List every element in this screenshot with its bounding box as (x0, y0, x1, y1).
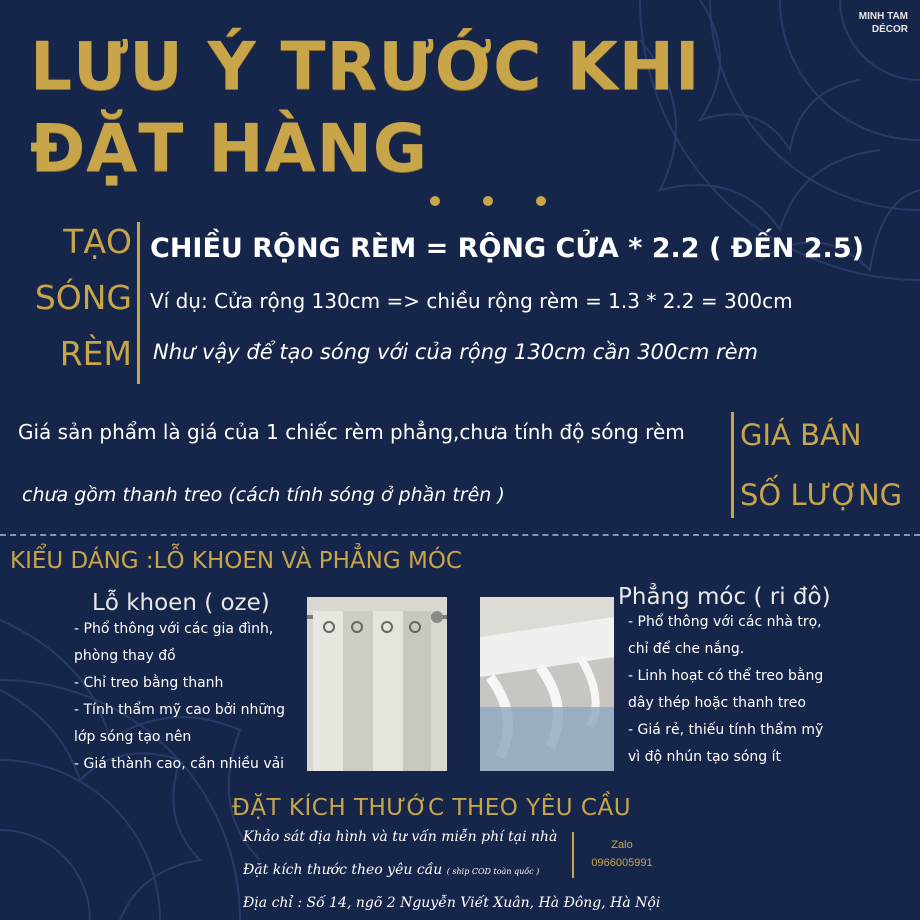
list-item: - Tính thẩm mỹ cao bởi những (74, 702, 286, 718)
page-title-line1: LƯU Ý TRƯỚC KHI (30, 28, 701, 105)
wave-conclusion: Như vậy để tạo sóng với của rộng 130cm cần 300cm rèm (153, 340, 758, 364)
wave-formula: CHIỀU RỘNG RÈM = RỘNG CỬA * 2.2 ( ĐẾN 2.5) (150, 233, 864, 264)
price-label: GIÁ BÁN (740, 418, 862, 452)
order-text: Đặt kích thước theo yêu cầu (243, 862, 443, 878)
order-note (243, 862, 539, 878)
list-item: chỉ để che nắng. (628, 641, 745, 657)
page-title-line2: ĐẶT HÀNG (30, 110, 429, 187)
list-item: phòng thay đồ (74, 648, 176, 664)
divider (137, 222, 140, 384)
divider (731, 412, 734, 518)
list-item: dây thép hoặc thanh treo (628, 695, 806, 711)
dot-decoration (430, 196, 440, 206)
dot-decoration (483, 196, 493, 206)
hook-title: Phẳng móc ( ri đô) (618, 584, 831, 610)
grommet-title: Lỗ khoen ( oze) (92, 590, 270, 616)
list-item: vì độ nhún tạo sóng ít (628, 749, 782, 765)
custom-size-title: ĐẶT KÍCH THƯỚC THEO YÊU CẦU (232, 795, 632, 821)
list-item: - Chỉ treo bằng thanh (74, 675, 224, 691)
list-item: lớp sóng tạo nên (74, 729, 192, 745)
dot-decoration (536, 196, 546, 206)
survey-note: Khảo sát địa hình và tư vấn miễn phí tại nhà (243, 829, 558, 845)
wave-label-3: RÈM (59, 334, 132, 373)
address: Địa chỉ : Số 14, ngõ 2 Nguyễn Viết Xuân, Hà Đông, Hà Nội (243, 895, 661, 911)
divider (572, 832, 574, 878)
list-item: - Linh hoạt có thể treo bằng (628, 668, 824, 684)
section-divider (0, 534, 920, 536)
price-note-2: chưa gồm thanh treo (cách tính sóng ở phần trên ) (22, 484, 505, 506)
zalo-label: Zalo (611, 839, 633, 851)
list-item: - Phổ thông với các nhà trọ, (628, 614, 822, 630)
grommet-bullets (74, 616, 314, 778)
price-note: Giá sản phẩm là giá của 1 chiếc rèm phẳng,chưa tính độ sóng rèm (18, 420, 685, 444)
list-item: - Phổ thông với các gia đình, (74, 621, 274, 637)
brand-line1: MINH TAM (858, 11, 908, 22)
hook-bullets (628, 609, 888, 771)
hook-curtain-photo-icon (480, 597, 614, 771)
wave-label-2: SÓNG (34, 278, 132, 317)
list-item: - Giá rẻ, thiếu tính thẩm mỹ (628, 722, 824, 738)
quantity-label: SỐ LƯỢNG (740, 478, 903, 512)
grommet-curtain-photo-icon (307, 597, 447, 771)
zalo-contact[interactable] (582, 836, 662, 872)
wave-label-1: TẠO (63, 222, 132, 261)
ship-note: ( ship COD toàn quốc ) (446, 867, 540, 876)
styles-heading: KIỂU DÁNG :LỖ KHOEN VÀ PHẲNG MÓC (10, 548, 462, 574)
wave-example: Ví dụ: Cửa rộng 130cm => chiều rộng rèm = 1.3 * 2.2 = 300cm (150, 289, 793, 313)
list-item: - Giá thành cao, cần nhiều vải (74, 756, 285, 772)
brand-logo (859, 10, 908, 36)
brand-line2: DÉCOR (871, 24, 908, 35)
zalo-phone[interactable]: 0966005991 (591, 857, 653, 869)
